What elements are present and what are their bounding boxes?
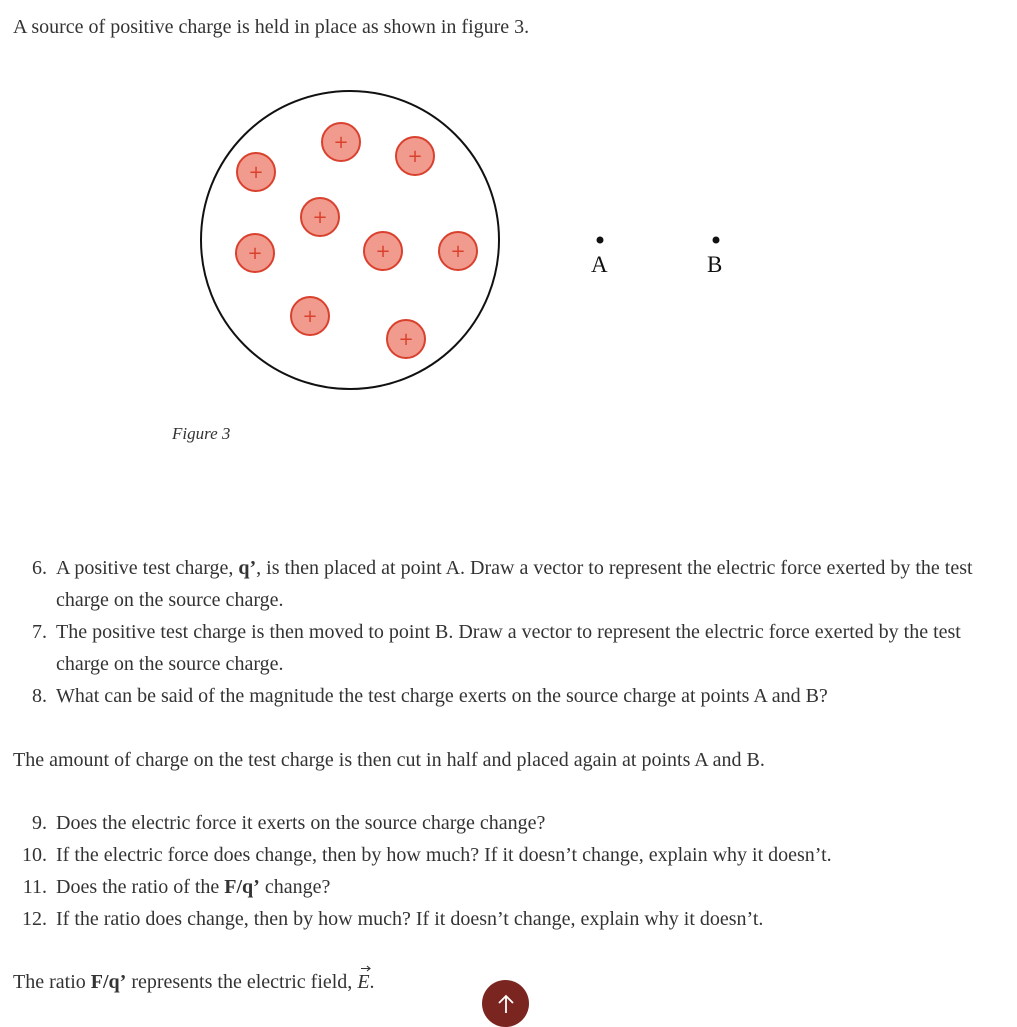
q-text: Does the ratio of the (56, 876, 225, 898)
electric-field-symbol: E (357, 966, 369, 998)
question-8 (0, 680, 1000, 712)
plus-sign: + (333, 132, 349, 153)
q-text: What can be said of the magnitude the test charge exerts on the source charge at points A and B? (56, 685, 828, 707)
q-number: 12. (22, 908, 47, 930)
q-text: A positive test charge, (56, 557, 239, 579)
question-list-1 (0, 552, 1000, 712)
point-b-label: B (707, 252, 723, 277)
q-text: If the electric force does change, then by how much? If it doesn’t change, explain why it doesn’t. (56, 844, 832, 866)
middle-text: The amount of charge on the test charge is then cut in half and placed again at points A and B. (13, 749, 765, 771)
arrow-up-icon (496, 993, 516, 1015)
scroll-to-top-button[interactable] (482, 980, 529, 1027)
plus-sign: + (398, 329, 414, 350)
q-number: 7. (32, 621, 47, 643)
question-9 (0, 807, 1000, 839)
plus-sign: + (247, 243, 263, 264)
point-a-label: A (591, 252, 608, 277)
plus-sign: + (312, 207, 328, 228)
q-number: 11. (22, 876, 47, 898)
question-12 (0, 903, 1000, 935)
q-number: 9. (32, 812, 47, 834)
q-text: Does the electric force it exerts on the source charge change? (56, 812, 546, 834)
q-text: The positive test charge is then moved to point B. Draw a vector to represent the electric force exerted by the test charge on the source charge. (56, 621, 961, 675)
intro-text: A source of positive charge is held in place as shown in figure 3. (13, 16, 530, 38)
question-6 (0, 552, 1000, 616)
plus-sign: + (407, 146, 423, 167)
q-text: If the ratio does change, then by how much? If it doesn’t change, explain why it doesn’t. (56, 908, 764, 930)
q-number: 8. (32, 685, 47, 707)
point-b-dot (713, 237, 720, 244)
plus-sign: + (375, 241, 391, 262)
closing-text: The ratio F/q’ represents the electric field, E. (13, 966, 375, 998)
q-bold: q’ (238, 557, 257, 579)
q-bold: F/q’ (224, 876, 260, 898)
question-10 (0, 839, 1000, 871)
question-7 (0, 616, 1000, 680)
plus-sign: + (450, 241, 466, 262)
question-11 (0, 871, 1000, 903)
q-number: 10. (22, 844, 47, 866)
point-a-dot (597, 237, 604, 244)
plus-sign: + (302, 306, 318, 327)
q-text: change? (259, 876, 331, 898)
question-list-2 (0, 807, 1000, 935)
figure-caption: Figure 3 (172, 424, 231, 443)
vector-arrow-icon (360, 965, 372, 972)
plus-sign: + (248, 162, 264, 183)
figure-3 (0, 0, 1017, 420)
q-number: 6. (32, 557, 47, 579)
q-text: , is then placed at point A. Draw a vector to represent the electric force exerted by the test charge on the source charge. (56, 557, 973, 611)
